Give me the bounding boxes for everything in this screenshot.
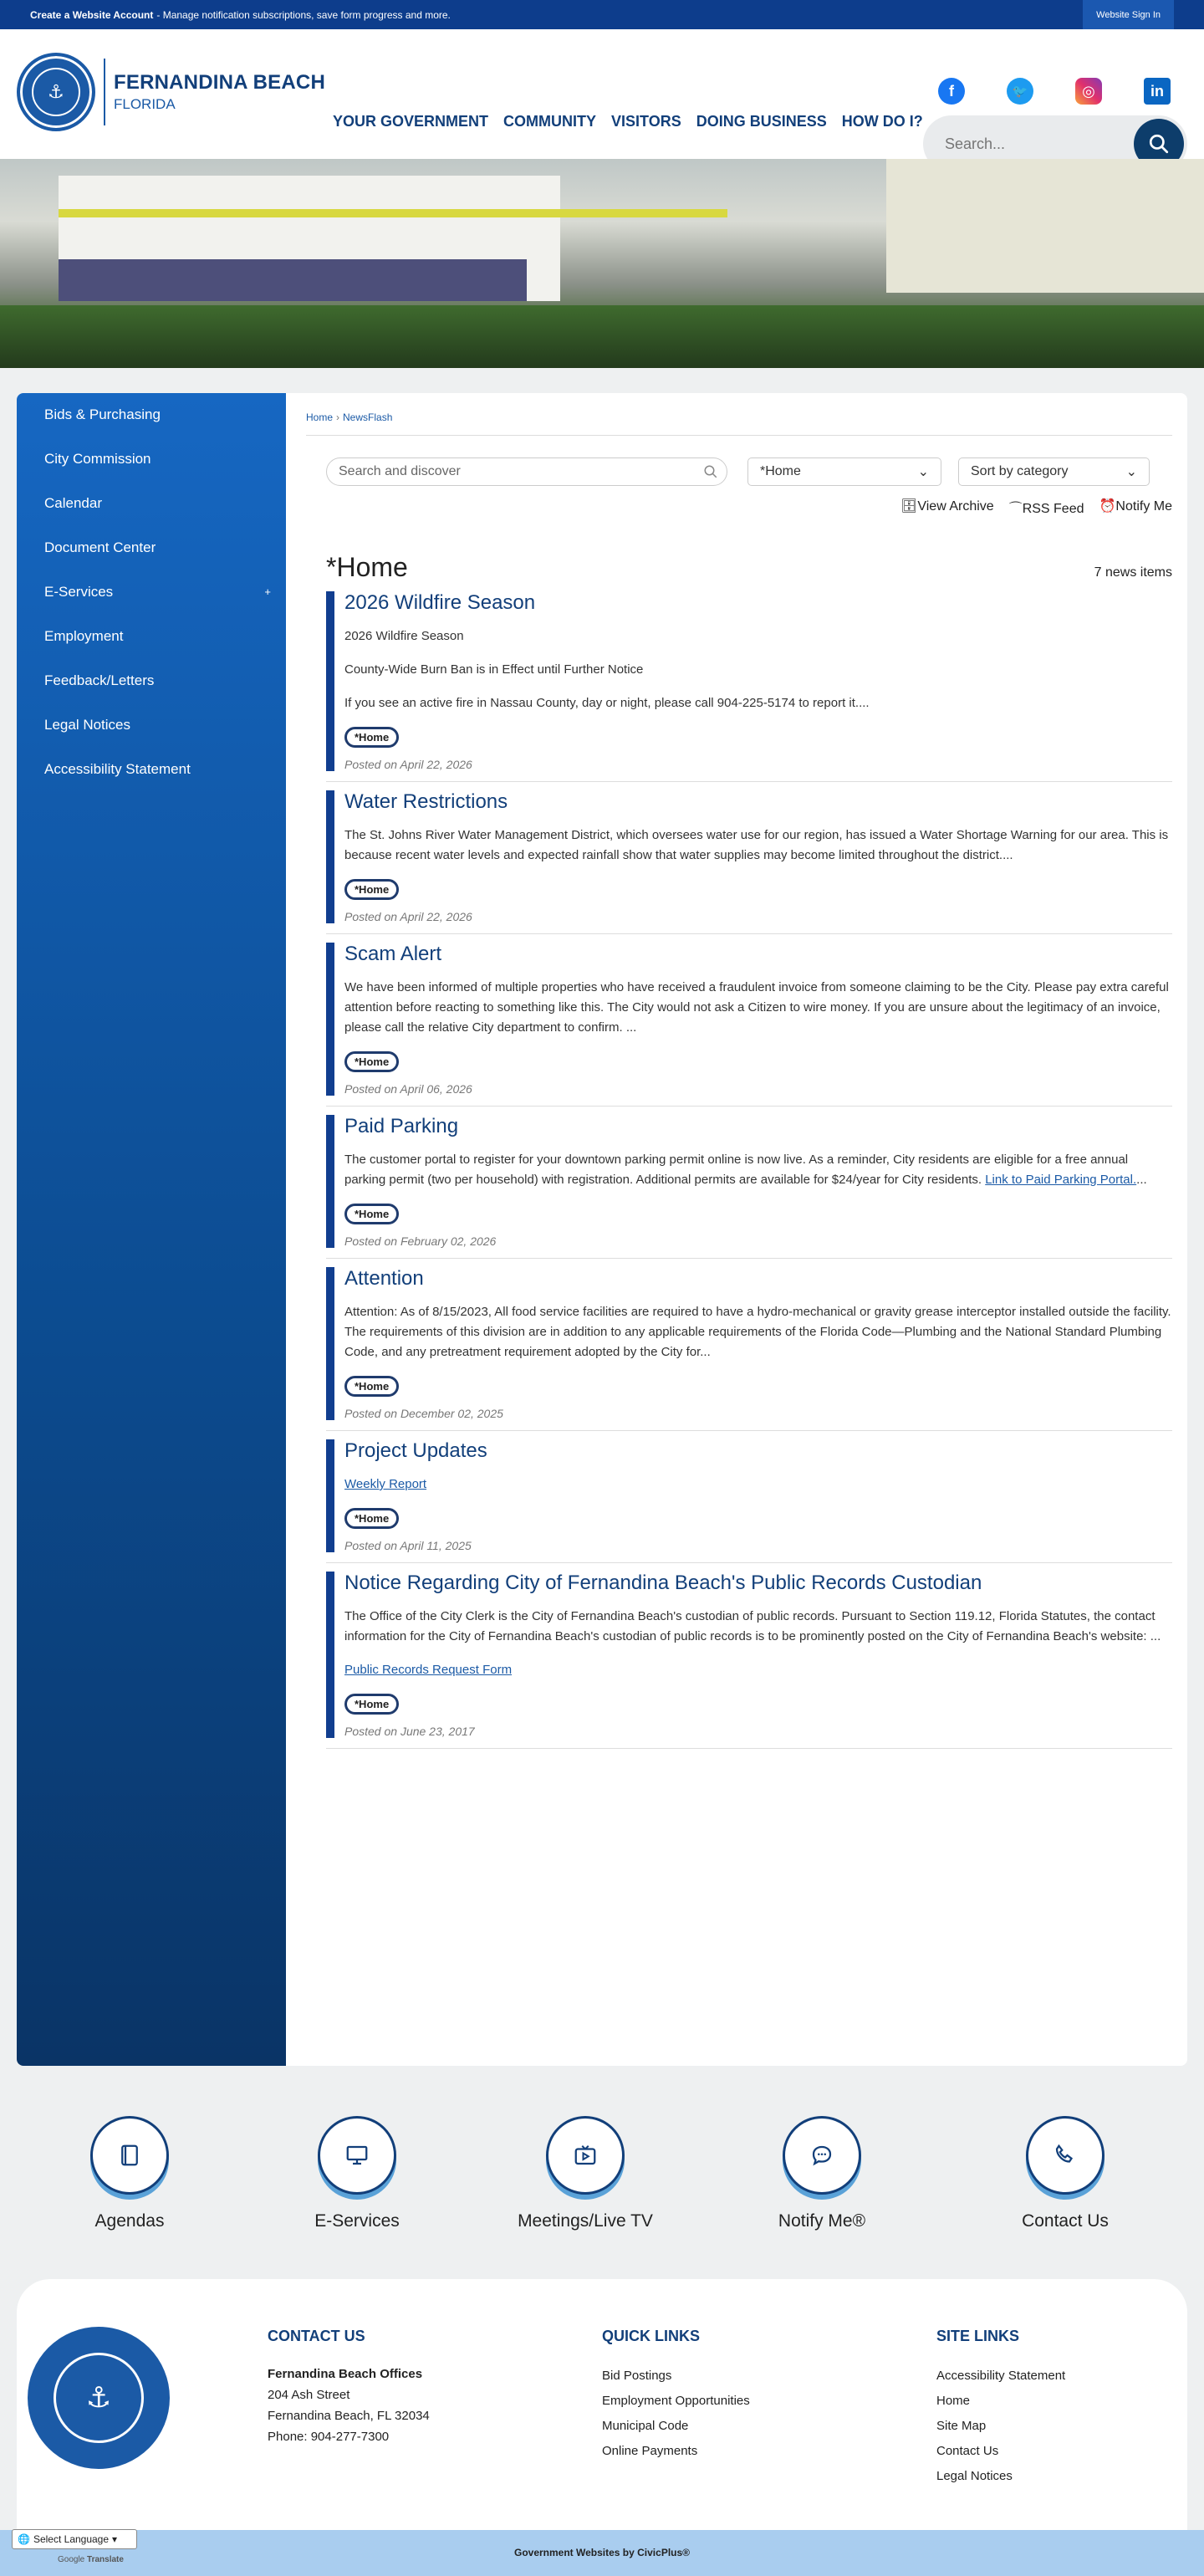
news-inline-link[interactable]: Link to Paid Parking Portal. — [985, 1173, 1137, 1187]
news-link-paragraph — [344, 1475, 1172, 1495]
category-tag[interactable]: *Home — [344, 1204, 399, 1224]
sidebar-item-city-commission[interactable]: City Commission — [44, 451, 151, 467]
search-icon — [1148, 133, 1170, 155]
site-footer — [17, 2279, 1187, 2530]
news-title[interactable]: Project Updates — [344, 1439, 487, 1462]
footer-link-bid-postings[interactable]: Bid Postings — [602, 2369, 672, 2383]
category-value: *Home — [760, 464, 801, 478]
breadcrumb: Home › NewsFlash — [306, 411, 1172, 436]
sidebar-item-legal-notices[interactable]: Legal Notices — [44, 717, 131, 733]
instagram-icon[interactable]: ◎ — [1075, 78, 1102, 105]
quick-link-meetings[interactable] — [502, 2116, 669, 2231]
sidebar-item-label: E-Services — [44, 584, 114, 600]
tv-icon — [546, 2116, 625, 2195]
posted-date: Posted on February 02, 2026 — [344, 1234, 497, 1248]
quick-link-agendas[interactable] — [46, 2116, 213, 2231]
list-header — [326, 552, 1172, 583]
footer-link-home[interactable]: Home — [936, 2394, 971, 2408]
posted-date: Posted on June 23, 2017 — [344, 1725, 475, 1738]
footer-contact — [268, 2328, 430, 2447]
chevron-down-icon: ▾ — [112, 2533, 118, 2545]
globe-icon: 🌐 — [18, 2533, 30, 2545]
account-banner — [0, 0, 1204, 29]
news-summary: We have been informed of multiple properties who have received a fraudulent invoice from someone claiming to be the City. Please pay extra careful attention before reacting to something like this. The City would not ask a Citizen to wire money. If you are unsure about the legitimacy of an invoice, please call the relative City department to confirm. ... — [344, 980, 1169, 1035]
news-summary: County-Wide Burn Ban is in Effect until Further Notice — [344, 662, 644, 677]
news-item — [326, 1563, 1172, 1749]
quick-link-label: Contact Us — [1022, 2211, 1109, 2231]
category-tag[interactable]: *Home — [344, 1051, 399, 1072]
sidebar-item-bids[interactable]: Bids & Purchasing — [44, 406, 161, 422]
hero-image — [0, 159, 1204, 368]
linkedin-icon[interactable]: in — [1144, 78, 1171, 105]
archive-icon: 🗄 — [900, 499, 918, 514]
expand-icon[interactable]: + — [264, 585, 271, 598]
news-summary: Attention: As of 8/15/2023, All food service facilities are required to have a hydro-mechanical or gravity grease interceptor installed outside the facility. The requirements of this division are in addition to any applicable requirements of the Florida Code—Plumbing and the National Standard Plumbing Code, and any pretreatment requirement adopted by the City for... — [344, 1305, 1171, 1359]
document-icon — [90, 2116, 169, 2195]
alarm-icon: ⏰ — [1099, 499, 1116, 514]
civicplus-credit[interactable]: Government Websites by CivicPlus® — [513, 2547, 691, 2558]
city-seal-icon: ⚓ — [28, 2327, 170, 2469]
office-street: 204 Ash Street — [268, 2388, 350, 2402]
posted-date: Posted on April 06, 2026 — [344, 1082, 472, 1096]
logo-subtitle: FLORIDA — [114, 96, 176, 112]
quick-link-notify-me[interactable] — [738, 2116, 906, 2231]
category-tag[interactable]: *Home — [344, 1694, 399, 1715]
news-item-accent — [326, 1267, 334, 1420]
news-item-accent — [326, 943, 334, 1096]
create-account-link[interactable]: Create a Website Account — [30, 8, 154, 21]
breadcrumb-current[interactable]: NewsFlash — [343, 411, 393, 423]
news-item — [326, 782, 1172, 934]
sidebar-item-feedback[interactable]: Feedback/Letters — [44, 672, 155, 688]
sidebar-item-document-center[interactable]: Document Center — [44, 539, 156, 555]
nav-doing-business[interactable]: DOING BUSINESS — [696, 113, 827, 130]
sidebar-item-e-services[interactable] — [17, 580, 286, 625]
logo-title: FERNANDINA BEACH — [114, 71, 325, 94]
nav-how-do-i[interactable]: HOW DO I? — [841, 113, 923, 130]
news-title[interactable]: Water Restrictions — [344, 790, 508, 813]
footer-heading: SITE LINKS — [936, 2328, 1020, 2344]
phone-icon — [1026, 2116, 1105, 2195]
office-city: Fernandina Beach, FL 32034 — [268, 2409, 430, 2423]
news-summary: The Office of the City Clerk is the City of Fernandina Beach's custodian of public records. Pursuant to Section 119.12, Florida Statutes, the contact information for the City of Fernandina Beach's custodian of public records is to be prominently posted on the City of Fernandina Beach's website: ... — [344, 1609, 1161, 1643]
quick-links-row — [0, 2066, 1204, 2279]
site-search-input[interactable] — [945, 135, 1112, 153]
footer-link-site-map[interactable]: Site Map — [936, 2419, 987, 2433]
quick-link-label: Meetings/Live TV — [518, 2211, 653, 2231]
search-icon — [703, 464, 718, 479]
news-item-accent — [326, 1439, 334, 1552]
news-summary: If you see an active fire in Nassau County, day or night, please call 904-225-5174 to report it.... — [344, 696, 870, 710]
bottom-bar — [0, 2530, 1204, 2576]
main-navigation — [333, 113, 938, 130]
news-tools — [306, 498, 1172, 517]
notify-me-link[interactable]: ⏰Notify Me — [1099, 499, 1172, 514]
quick-link-e-services[interactable] — [273, 2116, 441, 2231]
news-title[interactable]: Attention — [344, 1267, 424, 1290]
news-inline-link[interactable]: Weekly Report — [344, 1477, 427, 1491]
home-logo-link[interactable] — [17, 53, 325, 131]
quick-link-label: Agendas — [94, 2211, 165, 2231]
news-item-accent — [326, 790, 334, 923]
nav-community[interactable]: COMMUNITY — [503, 113, 597, 130]
newsflash-main — [306, 393, 1172, 1749]
footer-site-links — [936, 2328, 1065, 2489]
monitor-icon — [318, 2116, 396, 2195]
news-title[interactable]: Scam Alert — [344, 943, 442, 965]
posted-date: Posted on April 22, 2026 — [344, 910, 472, 923]
filter-bar — [326, 457, 1172, 486]
news-title[interactable]: Notice Regarding City of Fernandina Beach's Public Records Custodian — [344, 1572, 982, 1594]
language-select[interactable]: 🌐 Select Language ▾ — [12, 2529, 137, 2549]
sidebar-item-employment[interactable]: Employment — [44, 628, 124, 644]
breadcrumb-home[interactable]: Home — [306, 411, 334, 423]
footer-link-accessibility[interactable]: Accessibility Statement — [936, 2369, 1066, 2383]
news-summary: The St. Johns River Water Management District, which oversees water use for our region, has issued a Water Shortage Warning for our area. This is because recent water levels and expected rainfall show that water supplies may become limited throughout the district.... — [344, 828, 1169, 862]
city-seal-icon: ⚓ — [17, 53, 95, 131]
sidebar-nav — [17, 393, 286, 2066]
news-search-placeholder: Search and discover — [339, 464, 461, 478]
facebook-icon[interactable]: f — [938, 78, 965, 105]
twitter-icon[interactable]: 🐦 — [1007, 78, 1033, 105]
news-list — [306, 583, 1172, 1749]
quick-link-contact-us[interactable] — [982, 2116, 1149, 2231]
social-links — [938, 78, 1171, 105]
news-count: 7 news items — [1094, 565, 1172, 580]
news-title[interactable]: Paid Parking — [344, 1115, 459, 1137]
site-header — [0, 29, 1204, 159]
category-tag[interactable]: *Home — [344, 727, 399, 748]
footer-link-legal-notices[interactable]: Legal Notices — [936, 2469, 1013, 2483]
office-name: Fernandina Beach Offices — [268, 2367, 423, 2381]
rss-icon: ⌒ — [1008, 502, 1023, 516]
news-summary: 2026 Wildfire Season — [344, 629, 464, 643]
news-item — [326, 934, 1172, 1107]
posted-date: Posted on December 02, 2025 — [344, 1407, 503, 1420]
news-item — [326, 1259, 1172, 1431]
sort-value: Sort by category — [971, 464, 1069, 478]
footer-link-employment[interactable]: Employment Opportunities — [602, 2394, 750, 2408]
news-inline-link[interactable]: Public Records Request Form — [344, 1663, 513, 1677]
news-search-input[interactable] — [326, 457, 727, 486]
sort-select[interactable] — [958, 457, 1150, 486]
news-item — [326, 583, 1172, 782]
news-link-paragraph — [344, 1660, 1172, 1680]
category-select[interactable] — [747, 457, 941, 486]
footer-quick-links — [602, 2328, 750, 2464]
nav-your-government[interactable]: YOUR GOVERNMENT — [333, 113, 489, 130]
footer-link-municipal-code[interactable]: Municipal Code — [602, 2419, 689, 2433]
news-item-accent — [326, 1115, 334, 1248]
translate-credit: Google Translate — [58, 2555, 124, 2564]
google-translate — [12, 2529, 137, 2566]
rss-feed-link[interactable]: ⌒RSS Feed — [1008, 502, 1084, 516]
footer-heading: QUICK LINKS — [602, 2328, 700, 2344]
office-phone: Phone: 904-277-7300 — [268, 2430, 390, 2444]
footer-link-online-payments[interactable]: Online Payments — [602, 2444, 698, 2458]
quick-link-label: E-Services — [314, 2211, 400, 2231]
create-account-text: - Manage notification subscriptions, save form progress and more. — [156, 8, 451, 21]
sidebar-item-accessibility[interactable]: Accessibility Statement — [44, 761, 191, 777]
content-panel — [17, 393, 1187, 2066]
chat-icon — [783, 2116, 861, 2195]
view-archive-link[interactable]: 🗄View Archive — [900, 499, 994, 514]
posted-date: Posted on April 11, 2025 — [344, 1539, 472, 1552]
logo-divider — [104, 59, 105, 125]
sign-in-button[interactable]: Website Sign In — [1083, 0, 1174, 29]
chevron-down-icon: ⌄ — [917, 465, 929, 479]
news-title[interactable]: 2026 Wildfire Season — [344, 591, 536, 614]
category-tag[interactable]: *Home — [344, 1508, 399, 1529]
sidebar-item-calendar[interactable]: Calendar — [44, 495, 102, 511]
page-title: *Home — [326, 552, 408, 582]
footer-heading: CONTACT US — [268, 2328, 365, 2344]
news-item — [326, 1107, 1172, 1259]
posted-date: Posted on April 22, 2026 — [344, 758, 472, 771]
quick-link-label: Notify Me® — [778, 2211, 866, 2231]
category-tag[interactable]: *Home — [344, 1376, 399, 1397]
chevron-down-icon: ⌄ — [1125, 465, 1137, 479]
nav-visitors[interactable]: VISITORS — [611, 113, 681, 130]
news-item — [326, 1431, 1172, 1563]
news-summary: The customer portal to register for your downtown parking permit online is now live. As a reminder, City residents are eligible for a free annual parking permit (two per household) with registration. Additional permits are available for $24/year for City residents. Link to Paid Parking Portal.... — [344, 1153, 1147, 1187]
category-tag[interactable]: *Home — [344, 879, 399, 900]
news-item-accent — [326, 1572, 334, 1738]
news-item-accent — [326, 591, 334, 771]
footer-link-contact-us[interactable]: Contact Us — [936, 2444, 999, 2458]
